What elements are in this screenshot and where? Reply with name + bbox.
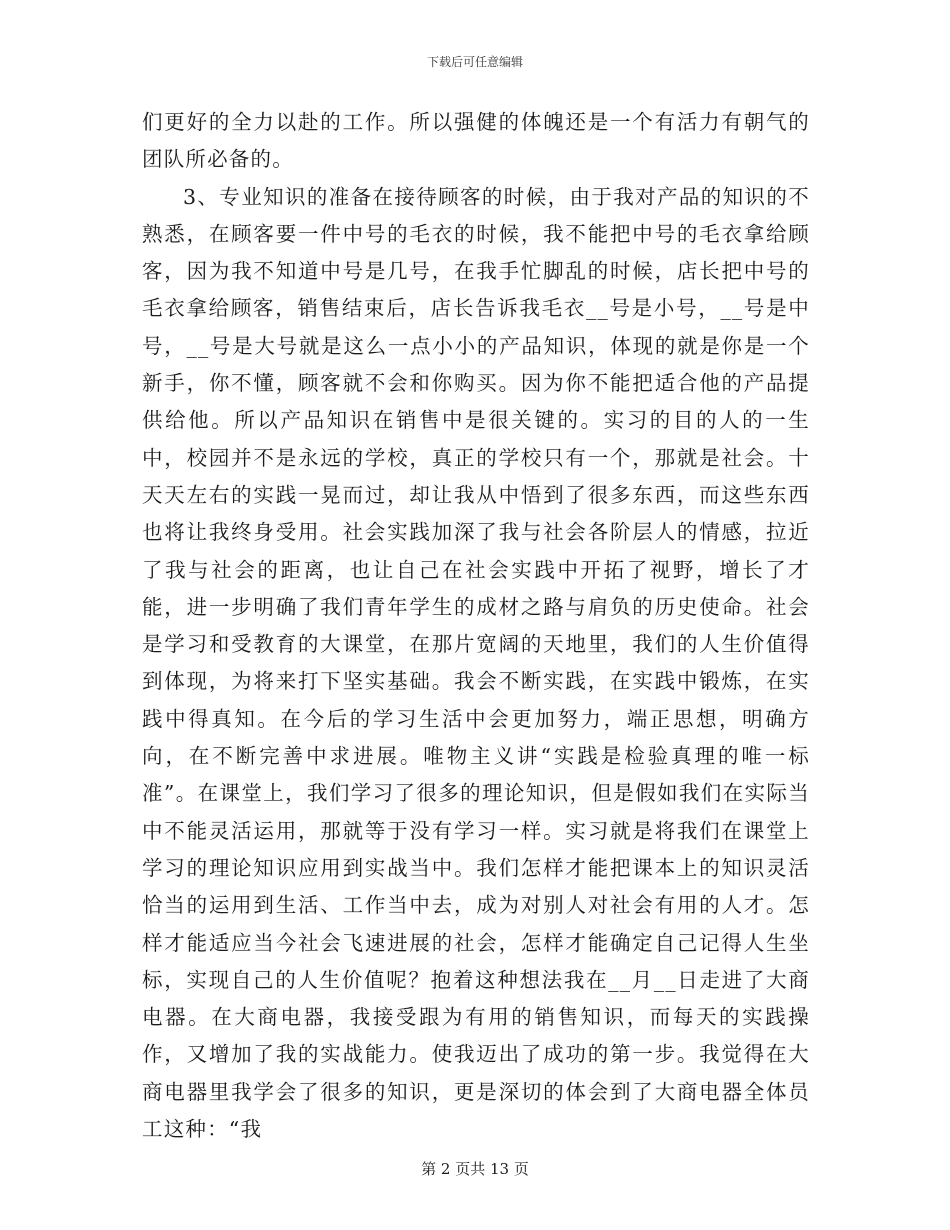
page-header-note: 下载后可任意编辑 — [426, 55, 523, 69]
document-body — [142, 104, 810, 1148]
page-number-footer: 第 2 页共 13 页 — [421, 1160, 529, 1178]
paragraph-section-3: 3、专业知识的准备在接待顾客的时候，由于我对产品的知识的不熟悉，在顾客要一件中号的毛衣的时候，我不能把中号的毛衣拿给顾客，因为我不知道中号是几号，在我手忙脚乱的时候，店长把中号的毛衣拿给顾客，销售结束后，店长告诉我毛衣__号是小号，__号是中号，__号是大号就是这么一点小小的产品知识，体现的就是你是一个新手，你不懂，顾客就不会和你购买。因为你不能把适合他的产品提供给他。所以产品知识在销售中是很关键的。实习的目的人的一生中，校园并不是永远的学校，真正的学校只有一个，那就是社会。十天天左右的实践一晃而过，却让我从中悟到了很多东西，而这些东西也将让我终身受用。社会实践加深了我与社会各阶层人的情感，拉近了我与社会的距离，也让自己在社会实践中开拓了视野，增长了才能，进一步明确了我们青年学生的成材之路与肩负的历史使命。社会是学习和受教育的大课堂，在那片宽阔的天地里，我们的人生价值得到体现，为将来打下坚实基础。我会不断实践，在实践中锻炼，在实践中得真知。在今后的学习生活中会更加努力，端正思想，明确方向，在不断完善中求进展。唯物主义讲“实践是检验真理的唯一标准”。在课堂上，我们学习了很多的理论知识，但是假如我们在实际当中不能灵活运用，那就等于没有学习一样。实习就是将我们在课堂上学习的理论知识应用到实战当中。我们怎样才能把课本上的知识灵活恰当的运用到生活、工作当中去，成为对别人对社会有用的人才。怎样才能适应当今社会飞速进展的社会，怎样才能确定自己记得人生坐标，实现自己的人生价值呢？抱着这种想法我在__月__日走进了大商电器。在大商电器，我接受跟为有用的销售知识，而每天的实践操作，又增加了我的实战能力。使我迈出了成功的第一步。我觉得在大商电器里我学会了很多的知识，更是深切的体会到了大商电器全体员工这种：“我 — [142, 184, 810, 1142]
paragraph-continued: 们更好的全力以赴的工作。所以强健的体魄还是一个有活力有朝气的团队所必备的。 — [142, 110, 810, 172]
